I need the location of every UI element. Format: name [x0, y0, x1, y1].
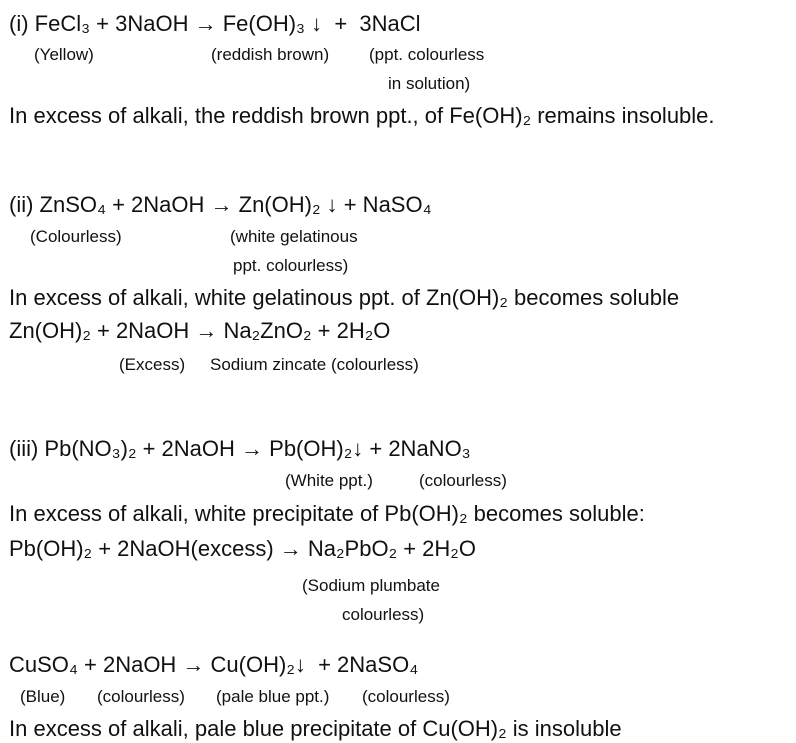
- reaction-ii-label-znoh2-2: ppt. colourless): [233, 256, 349, 275]
- reaction-ii-equation: (ii) ZnSO₄ + 2NaOH → Zn(OH)₂ ↓ + NaSO₄: [9, 192, 432, 217]
- reaction-i-label-fecl3: (Yellow): [34, 45, 94, 64]
- reaction-i-equation: (i) FeCl₃ + 3NaOH → Fe(OH)₃ ↓ + 3NaCl: [9, 11, 421, 36]
- reaction-ii-label-excess: (Excess): [119, 355, 186, 374]
- reaction-iii-note: In excess of alkali, white precipitate of Pb(OH)₂ becomes soluble:: [9, 501, 645, 526]
- reaction-ii-label-znso4: (Colourless): [30, 227, 122, 246]
- reaction-ii-excess-equation: Zn(OH)₂ + 2NaOH → Na₂ZnO₂ + 2H₂O: [9, 318, 391, 343]
- reaction-i-label-feoh3: (reddish brown): [211, 45, 330, 64]
- reaction-iv-label-naoh: (colourless): [97, 687, 185, 706]
- reaction-i-label-nacl-1: (ppt. colourless: [369, 45, 485, 64]
- reaction-iv-label-naso4: (colourless): [362, 687, 450, 706]
- reaction-iv-note: In excess of alkali, pale blue precipitate of Cu(OH)₂ is insoluble: [9, 716, 622, 741]
- reaction-iv-equation: CuSO₄ + 2NaOH → Cu(OH)₂↓ + 2NaSO₄: [9, 652, 419, 677]
- reaction-iii-label-pboh2: (White ppt.): [285, 471, 373, 490]
- reaction-iii-label-plumbate-1: (Sodium plumbate: [302, 576, 440, 595]
- reaction-iv-label-cuso4: (Blue): [20, 687, 66, 706]
- reaction-iii-label-plumbate-2: colourless): [342, 605, 425, 624]
- reaction-i-note: In excess of alkali, the reddish brown ppt., of Fe(OH)₂ remains insoluble.: [9, 103, 715, 128]
- reaction-iv-label-cuoh2: (pale blue ppt.): [216, 687, 330, 706]
- reaction-ii-note: In excess of alkali, white gelatinous ppt. of Zn(OH)₂ becomes soluble: [9, 285, 680, 310]
- reaction-ii-label-zincate: Sodium zincate (colourless): [210, 355, 419, 374]
- reaction-i-label-nacl-2: in solution): [388, 74, 471, 93]
- reaction-ii-label-znoh2-1: (white gelatinous: [230, 227, 358, 246]
- reaction-iii-equation: (iii) Pb(NO₃)₂ + 2NaOH → Pb(OH)₂↓ + 2NaNO₃: [9, 436, 471, 461]
- reaction-iii-label-nano3: (colourless): [419, 471, 507, 490]
- reaction-iii-excess-equation: Pb(OH)₂ + 2NaOH(excess) → Na₂PbO₂ + 2H₂O: [9, 536, 476, 561]
